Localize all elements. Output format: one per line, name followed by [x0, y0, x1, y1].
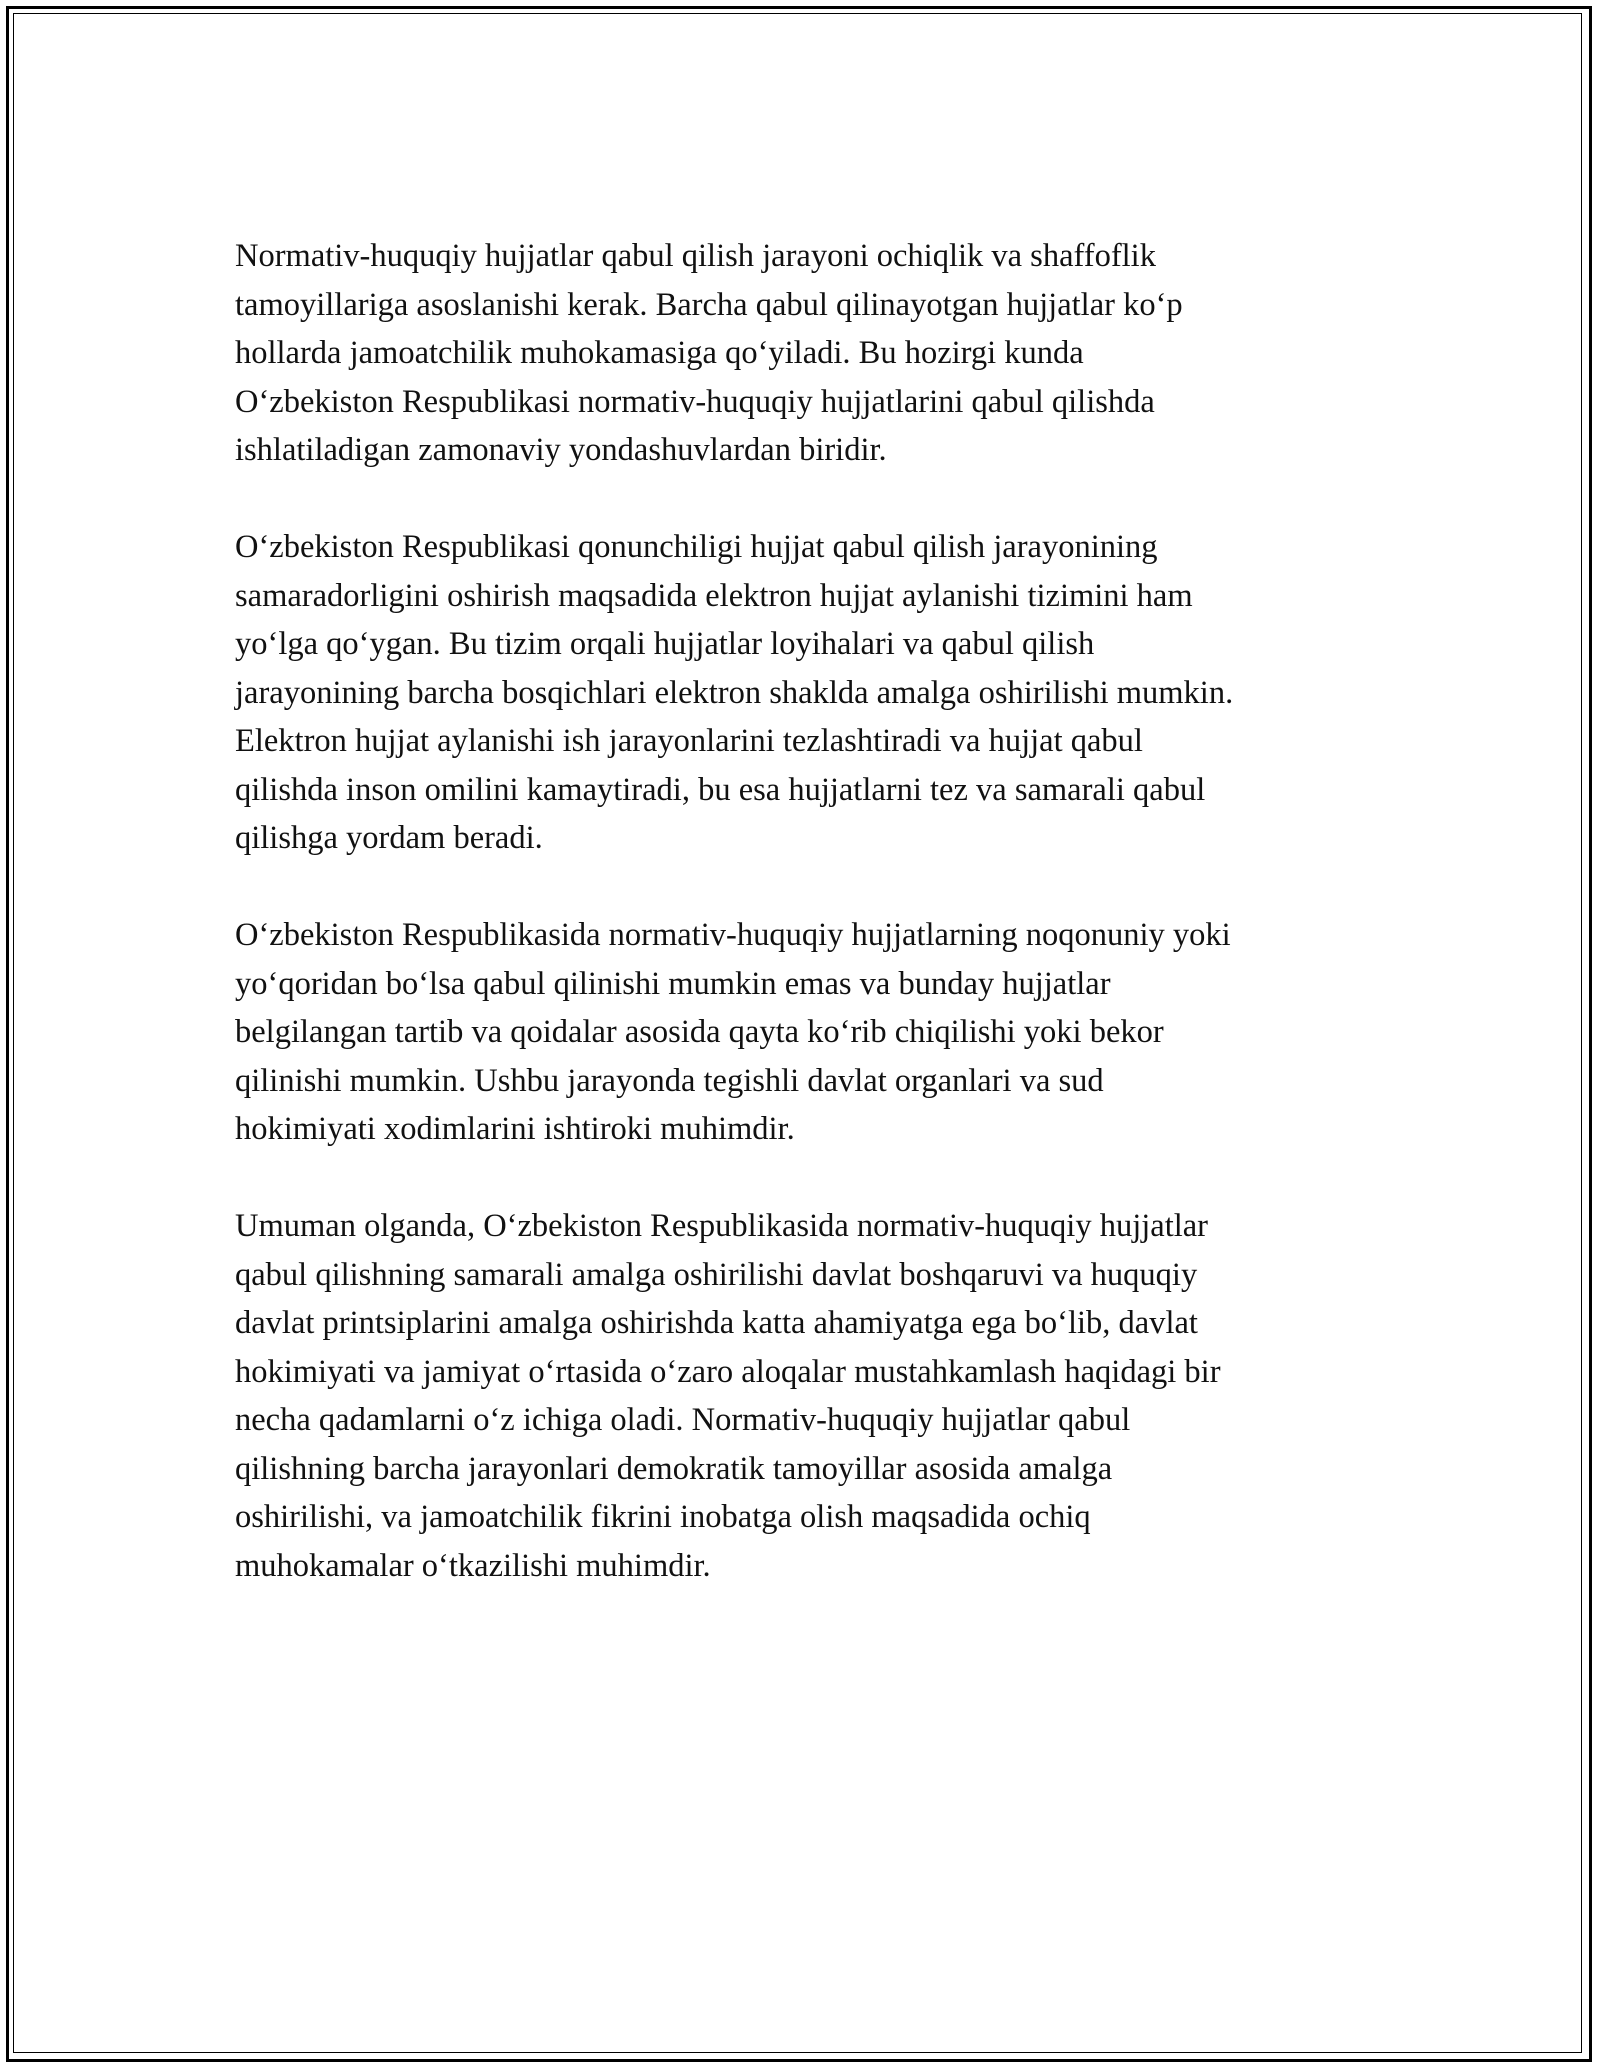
text-line: qilishga yordam beradi.	[235, 820, 543, 856]
text-line: necha qadamlarni o‘z ichiga oladi. Normativ-huquqiy hujjatlar qabul	[235, 1402, 1131, 1438]
text-line: davlat printsiplarini amalga oshirishda katta ahamiyatga ega bo‘lib, davlat	[235, 1305, 1198, 1341]
text-line: belgilangan tartib va qoidalar asosida qayta ko‘rib chiqilishi yoki bekor	[235, 1014, 1164, 1050]
document-body	[235, 232, 1375, 1639]
text-line: Normativ-huquqiy hujjatlar qabul qilish jarayoni ochiqlik va shaffoflik	[235, 238, 1156, 274]
text-line: tamoyillariga asoslanishi kerak. Barcha qabul qilinayotgan hujjatlar ko‘p	[235, 286, 1183, 323]
text-line: ishlatiladigan zamonaviy yondashuvlardan biridir.	[235, 432, 887, 468]
text-line: hokimiyati xodimlarini ishtiroki muhimdir.	[235, 1111, 795, 1147]
text-line: yo‘qoridan bo‘lsa qabul qilinishi mumkin emas va bunday hujjatlar	[235, 965, 1111, 1002]
text-line: yo‘lga qo‘ygan. Bu tizim orqali hujjatlar loyihalari va qabul qilish	[235, 626, 1095, 662]
paragraph-1	[235, 232, 1375, 475]
text-line: O‘zbekiston Respublikasida normativ-huquqiy hujjatlarning noqonuniy yoki	[235, 917, 1231, 953]
text-line: hokimiyati va jamiyat o‘rtasida o‘zaro aloqalar mustahkamlash haqidagi bir	[235, 1353, 1221, 1390]
text-line: samaradorligini oshirish maqsadida elektron hujjat aylanishi tizimini ham	[235, 577, 1193, 614]
paragraph-3	[235, 911, 1375, 1154]
paragraph-2	[235, 523, 1375, 863]
text-line: qilishning barcha jarayonlari demokratik tamoyillar asosida amalga	[235, 1450, 1113, 1487]
text-line: O‘zbekiston Respublikasi normativ-huquqiy hujjatlarini qabul qilishda	[235, 383, 1155, 420]
text-line: O‘zbekiston Respublikasi qonunchiligi hujjat qabul qilish jarayonining	[235, 529, 1158, 565]
text-line: Elektron hujjat aylanishi ish jarayonlarini tezlashtiradi va hujjat qabul	[235, 723, 1143, 759]
text-line: hollarda jamoatchilik muhokamasiga qo‘yiladi. Bu hozirgi kunda	[235, 335, 1084, 371]
text-line: qabul qilishning samarali amalga oshirilishi davlat boshqaruvi va huquqiy	[235, 1256, 1198, 1293]
text-line: oshirilishi, va jamoatchilik fikrini inobatga olish maqsadida ochiq	[235, 1499, 1091, 1535]
text-line: jarayonining barcha bosqichlari elektron shaklda amalga oshirilishi mumkin.	[235, 674, 1234, 711]
paragraph-4	[235, 1202, 1375, 1590]
text-line: qilinishi mumkin. Ushbu jarayonda tegishli davlat organlari va sud	[235, 1062, 1104, 1099]
text-line: Umuman olganda, O‘zbekiston Respublikasida normativ-huquqiy hujjatlar	[235, 1208, 1209, 1244]
text-line: qilishda inson omilini kamaytiradi, bu esa hujjatlarni tez va samarali qabul	[235, 771, 1206, 808]
text-line: muhokamalar o‘tkazilishi muhimdir.	[235, 1547, 711, 1584]
